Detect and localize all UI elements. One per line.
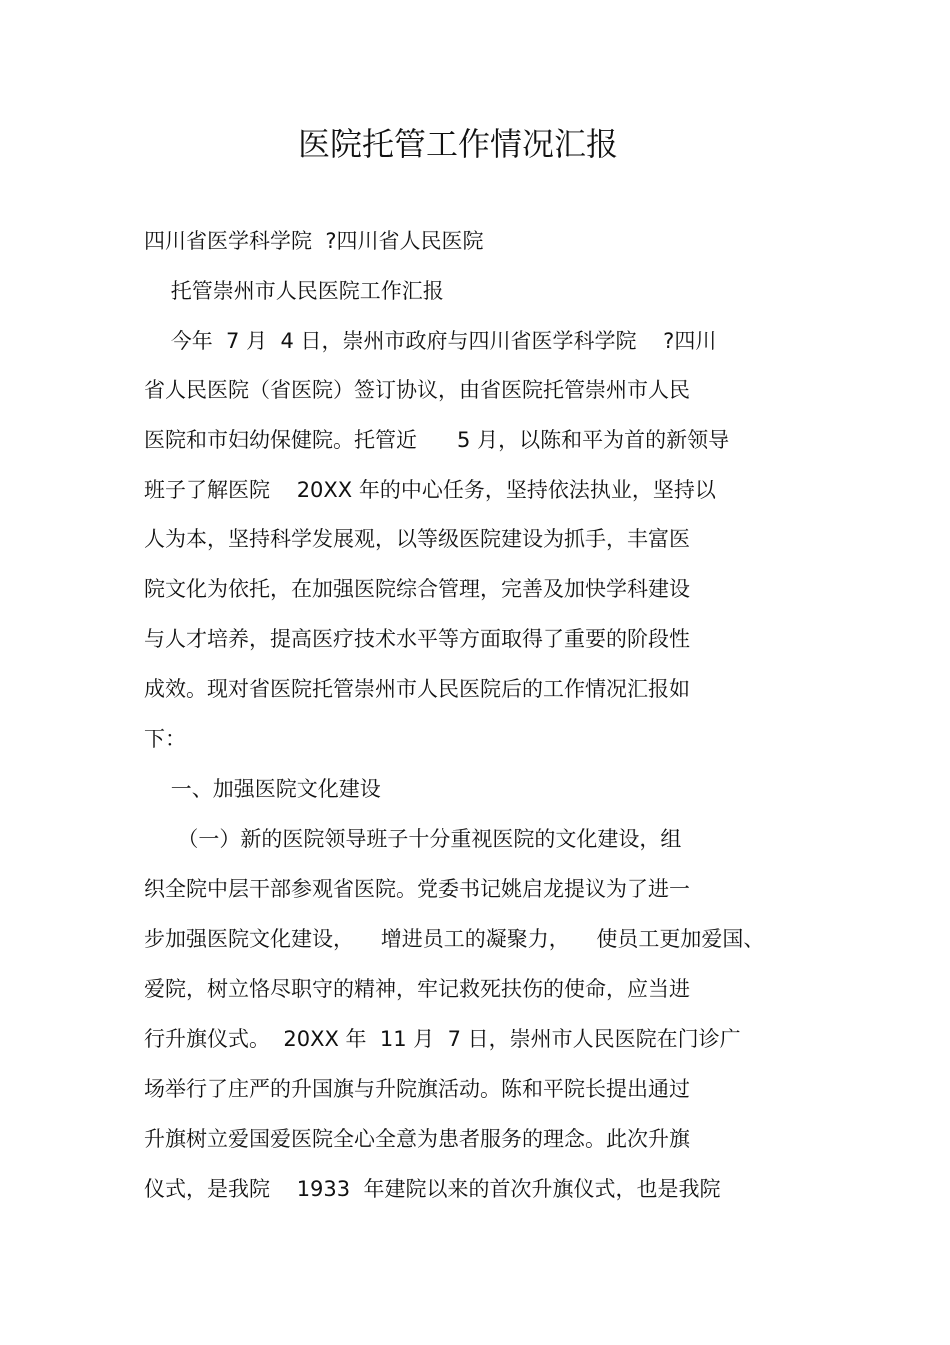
text-line: 今年 7 月 4 日，崇州市政府与四川省医学科学院 ?四川 xyxy=(144,329,717,353)
text-line: 下： xyxy=(144,727,186,751)
document-title: 医院托管工作情况汇报 xyxy=(297,125,618,163)
text-line: 步加强医院文化建设， 增进员工的凝聚力， 使员工更加爱国、 xyxy=(144,927,765,951)
text-line: 班子了解医院 20XX 年的中心任务，坚持依法执业，坚持以 xyxy=(144,478,716,502)
text-line: 成效。现对省医院托管崇州市人民医院后的工作情况汇报如 xyxy=(144,677,690,701)
text-line: 与人才培养，提高医疗技术水平等方面取得了重要的阶段性 xyxy=(144,627,690,651)
text-line: 托管崇州市人民医院工作汇报 xyxy=(144,279,444,303)
text-line: 行升旗仪式。 20XX 年 11 月 7 日，崇州市人民医院在门诊广 xyxy=(144,1027,741,1051)
text-line: 场举行了庄严的升国旗与升院旗活动。陈和平院长提出通过 xyxy=(144,1077,690,1101)
text-line: 四川省医学科学院 ?四川省人民医院 xyxy=(144,229,484,253)
text-line: 织全院中层干部参观省医院。党委书记姚启龙提议为了进一 xyxy=(144,877,690,901)
text-line: 人为本，坚持科学发展观，以等级医院建设为抓手，丰富医 xyxy=(144,527,690,551)
text-line: 省人民医院（省医院）签订协议，由省医院托管崇州市人民 xyxy=(144,378,690,402)
text-line: 升旗树立爱国爱医院全心全意为患者服务的理念。此次升旗 xyxy=(144,1127,690,1151)
section-heading: 一、加强医院文化建设 xyxy=(144,777,381,801)
text-line: 爱院，树立恪尽职守的精神，牢记救死扶伤的使命，应当进 xyxy=(144,977,690,1001)
text-line: （一）新的医院领导班子十分重视医院的文化建设，组 xyxy=(144,827,682,851)
text-line: 院文化为依托，在加强医院综合管理，完善及加快学科建设 xyxy=(144,577,690,601)
text-line: 医院和市妇幼保健院。托管近 5 月，以陈和平为首的新领导 xyxy=(144,428,730,452)
text-line: 仪式，是我院 1933 年建院以来的首次升旗仪式，也是我院 xyxy=(144,1177,721,1201)
